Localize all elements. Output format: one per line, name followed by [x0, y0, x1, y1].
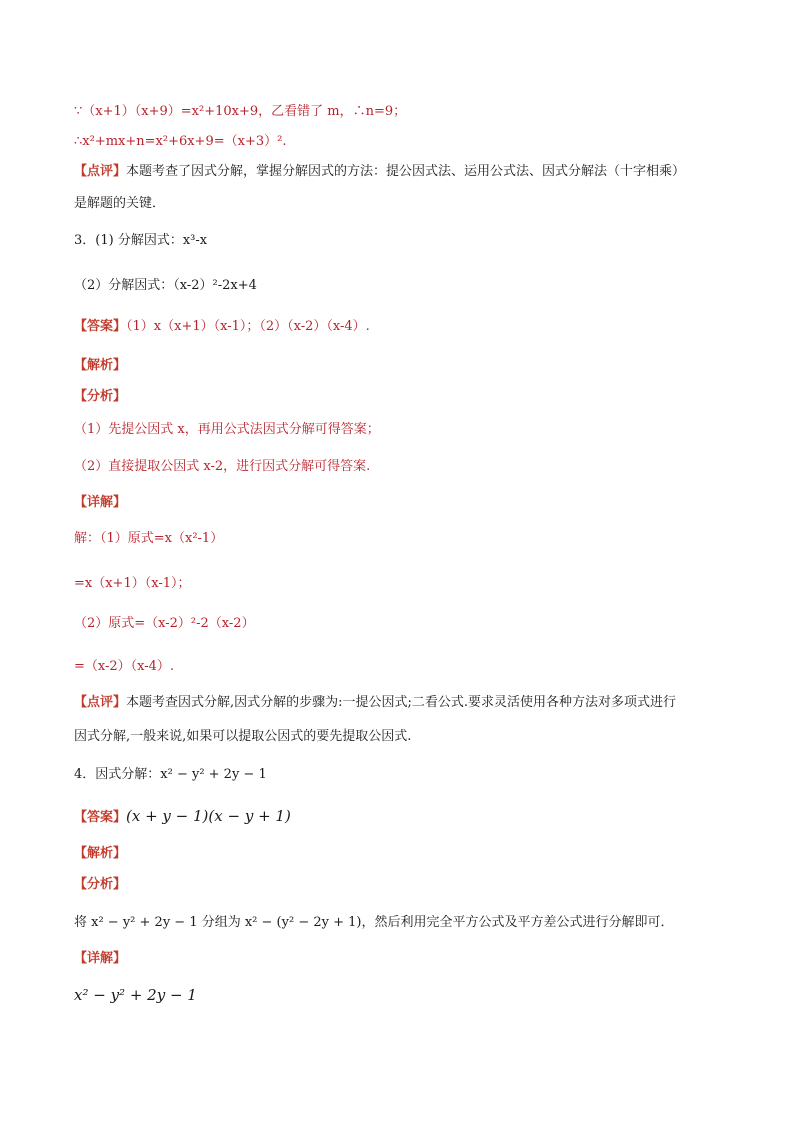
detail-heading: 【详解】	[74, 495, 127, 510]
answer-tag: 【答案】	[74, 319, 127, 334]
solution-step-1: 解：（1）原式=x（x²-1）	[74, 531, 224, 546]
comment-tag: 【点评】	[74, 164, 127, 179]
answer4-line	[74, 807, 291, 827]
final-expression: x² − y² + 2y − 1	[74, 986, 197, 1004]
comment2-line-2: 因式分解,一般来说,如果可以提取公因式的要先提取公因式.	[74, 729, 412, 744]
question-3-part-1: 3．(1) 分解因式：x³-x	[74, 233, 208, 248]
analysis2-heading: 【解析】	[74, 846, 127, 861]
question-3-part-2: （2）分解因式：（x-2）²-2x+4	[74, 278, 257, 293]
comment-line-2: 是解题的关键．	[74, 196, 166, 211]
comment2-text: 本题考查因式分解,因式分解的步骤为:一提公因式;二看公式.要求灵活使用各种方法对多项式进行	[126, 695, 677, 710]
solution-step-3: （2）原式=（x-2）²-2（x-2）	[74, 616, 255, 631]
solution-step-2: =x（x+1）（x-1）；	[74, 576, 191, 591]
solution-step-4: =（x-2）（x-4）.	[74, 659, 175, 674]
comment-text: 本题考查了因式分解，掌握分解因式的方法：提公因式法、运用公式法、因式分解法（十字相乘）	[126, 164, 686, 179]
answer-text: （1）x（x+1）（x-1）；（2）（x-2）（x-4）.	[126, 319, 370, 334]
answer4-text: (x + y − 1)(x − y + 1)	[126, 807, 291, 825]
comment-line-1	[74, 163, 685, 181]
fenxi2-heading: 【分析】	[74, 877, 127, 892]
solution-line-1: ∵（x+1）（x+9）=x²+10x+9，乙看错了 m，∴n=9；	[74, 104, 407, 119]
fenxi-heading: 【分析】	[74, 389, 127, 404]
solution-line-2: ∴x²+mx+n=x²+6x+9=（x+3）².	[74, 134, 287, 149]
comment2-line-1	[74, 694, 676, 712]
fenxi-line-1: （1）先提公因式 x，再用公式法因式分解可得答案；	[74, 422, 380, 437]
analysis-heading: 【解析】	[74, 358, 127, 373]
fenxi-line-2: （2）直接提取公因式 x-2，进行因式分解可得答案.	[74, 459, 371, 474]
comment2-tag: 【点评】	[74, 695, 127, 710]
answer4-tag: 【答案】	[74, 810, 127, 825]
fenxi4-line: 将 x² − y² + 2y − 1 分组为 x² − (y² − 2y + 1)，然后利用完全平方公式及平方差公式进行分解即可．	[74, 915, 674, 930]
answer-line	[74, 318, 370, 336]
detail2-heading: 【详解】	[74, 951, 127, 966]
question-4: 4．因式分解：x² − y² + 2y − 1	[74, 767, 267, 782]
